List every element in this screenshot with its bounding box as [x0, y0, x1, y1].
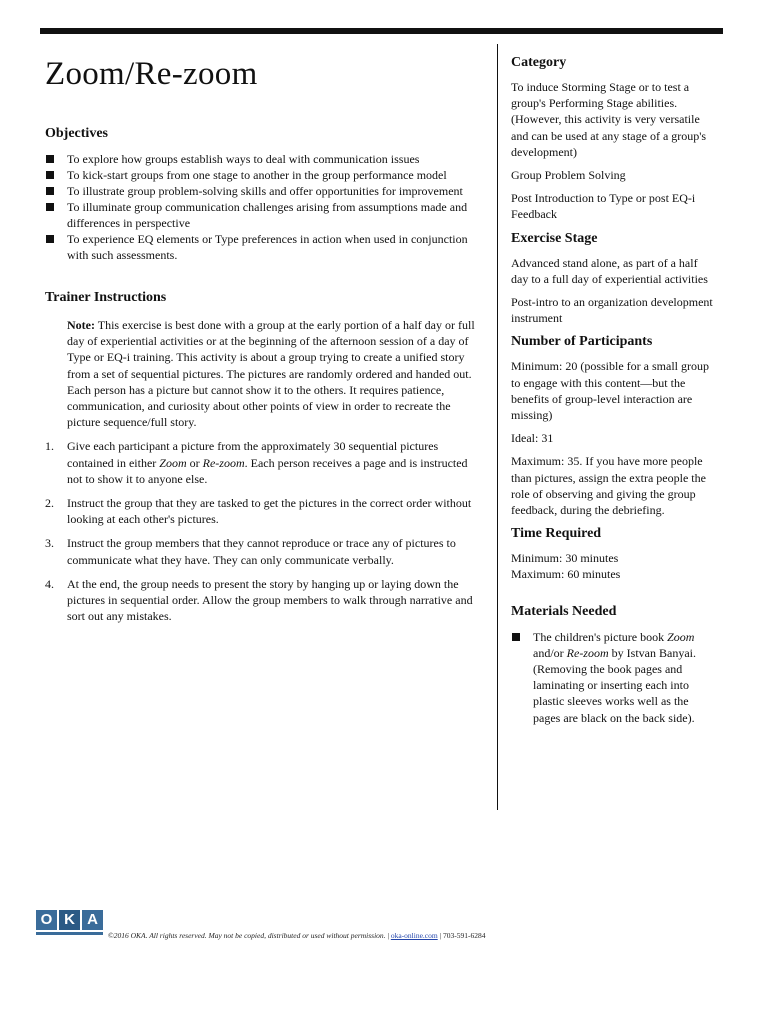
bullet-square-icon [46, 171, 54, 179]
list-item: To illustrate group problem-solving skills and offer opportunities for improvement [45, 183, 485, 199]
list-item: To illuminate group communication challenges arising from assumptions made and differences in perspective [45, 199, 485, 231]
page-footer [36, 910, 736, 940]
list-item: The children's picture book Zoom and/or Re-zoom by Istvan Banyai. (Removing the book pages and laminating or inserting each into plastic sleeves works well as the pages are black on the back side). [511, 629, 716, 726]
bullet-square-icon [46, 203, 54, 211]
category-text: To induce Storming Stage or to test a group's Performing Stage abilities. (However, this activity is very versatile and can be used at any stage of a group's development) [511, 80, 707, 159]
instruction-steps [45, 438, 485, 624]
bullet-square-icon [46, 235, 54, 243]
trainer-note [67, 317, 485, 430]
time-max: Maximum: 60 minutes [511, 567, 621, 582]
note-label: Note: [67, 318, 95, 332]
sidebar-column [511, 54, 716, 726]
bullet-square-icon [46, 155, 54, 163]
column-divider [497, 44, 498, 810]
phone-number: 703-591-6284 [442, 931, 486, 940]
objectives-list [45, 151, 485, 263]
materials-list [511, 629, 716, 726]
exercise-stage-text: Post-intro to an organization development instrument [511, 295, 713, 326]
logo-underline [36, 932, 103, 935]
exercise-stage-text: Advanced stand alone, as part of a half day to a full day of experiential activities [511, 255, 708, 286]
participants-text: Minimum: 20 (possible for a small group to engage with this content—but the benefits of group-level interaction are missing) [511, 359, 709, 423]
trainer-instructions-heading: Trainer Instructions [45, 290, 167, 305]
category-text: Post Introduction to Type or post EQ-i Feedback [511, 191, 696, 222]
participants-heading: Number of Participants [511, 334, 653, 350]
footer-copyright: ©2016 OKA. All rights reserved. May not be copied, distributed or used without permission. | oka-online.com | 703-591-6284 [108, 931, 486, 940]
step-item: 3. Instruct the group members that they cannot reproduce or trace any of pictures to communicate what they have. They can only communicate verbally. [45, 536, 456, 567]
time-min: Minimum: 30 minutes [511, 551, 619, 566]
category-text: Group Problem Solving [511, 168, 626, 183]
step-item: 2. Instruct the group that they are tasked to get the pictures in the correct order without looking at each other's pictures. [45, 496, 472, 527]
exercise-stage-heading: Exercise Stage [511, 230, 598, 246]
note-text: This exercise is best done with a group at the early portion of a half day or full day of experiential activities or at the beginning of the afternoon session of a day of Type or EQ-i training. This activity is about a group trying to create a unified story from a set of sequential pictures. The pictures are randomly ordered and handed out. Each person has a picture but cannot show it to the others. It requires patience, communication, and curiosity about other points of view in order to recreate the picture sequence/full story. [67, 318, 475, 430]
category-heading: Category [511, 55, 567, 70]
website-link[interactable]: oka-online.com [390, 931, 438, 940]
bullet-square-icon [46, 187, 54, 195]
participants-text: Maximum: 35. If you have more people than pictures, assign the extra people the role of observing and giving the group feedback, during the debriefing. [511, 454, 706, 518]
time-required-heading: Time Required [511, 526, 602, 542]
materials-heading: Materials Needed [511, 603, 617, 619]
page-title: Zoom/Re-zoom [45, 56, 258, 92]
step-item: 1. Give each participant a picture from the approximately 30 sequential pictures contained in either Zoom or Re-zoom. Each person receives a page and is instructed not to show it to anyone else. [45, 439, 468, 486]
list-item: To kick-start groups from one stage to another in the group performance model [45, 167, 485, 183]
bullet-square-icon [512, 633, 520, 641]
participants-text: Ideal: 31 [511, 431, 554, 446]
oka-logo: O K A [36, 910, 103, 930]
step-item: 4. At the end, the group needs to present the story by hanging up or laying down the pictures in sequential order. Allow the group members to walk through narrative and sort out any mistakes. [45, 576, 473, 624]
list-item: To experience EQ elements or Type preferences in action when used in conjunction with such assessments. [45, 231, 485, 263]
objectives-heading: Objectives [45, 126, 108, 141]
main-column [45, 52, 485, 632]
top-rule [40, 28, 723, 34]
list-item: To explore how groups establish ways to deal with communication issues [45, 151, 485, 167]
